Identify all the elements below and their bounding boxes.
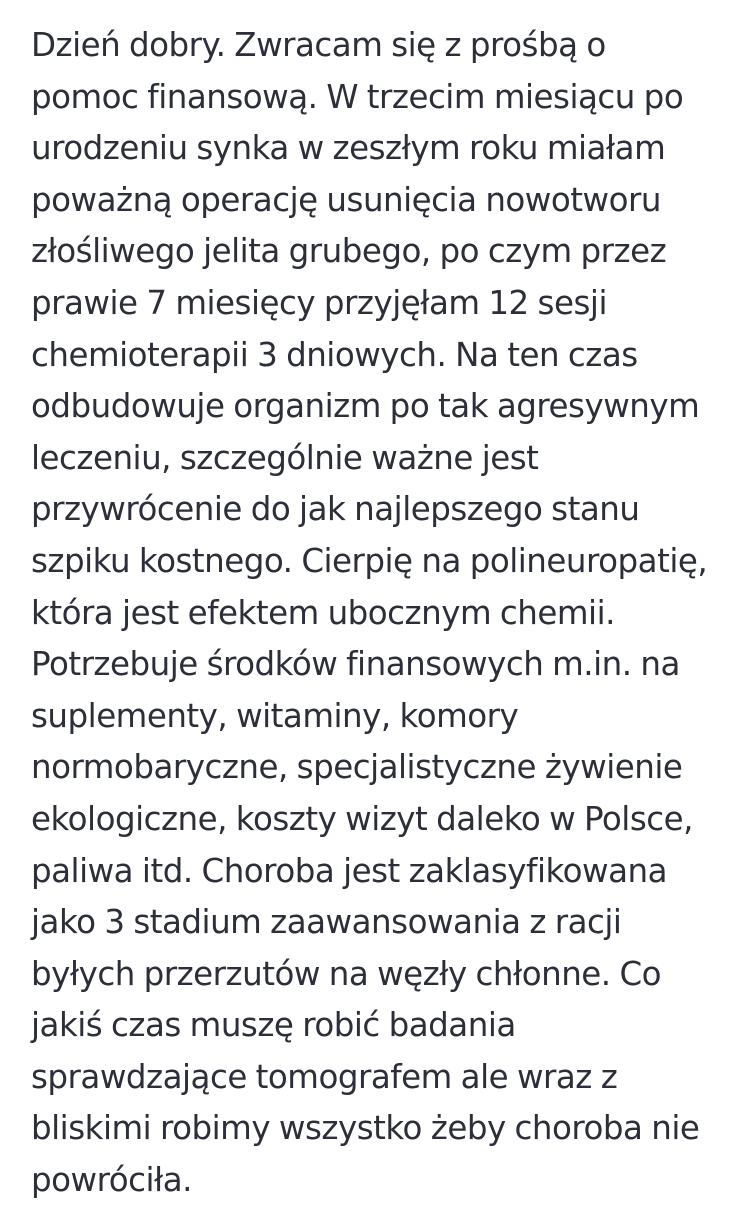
- text-line-1: Dzień dobry. Zwracam się z prośbą o: [31, 26, 606, 64]
- text-line-8: odbudowuje organizm po tak agresywnym: [31, 387, 700, 426]
- text-line-12: która jest efektem ubocznym chemii.: [31, 593, 615, 632]
- text-line-11: szpiku kostnego. Cierpię na polineuropatię,: [31, 541, 708, 580]
- text-line-13: Potrzebuje środków finansowych m.in. na: [31, 645, 680, 684]
- text-line-22: bliskimi robimy wszystko żeby choroba nie: [31, 1109, 700, 1148]
- text-line-15: normobaryczne, specjalistyczne żywienie: [31, 748, 683, 787]
- text-line-3: urodzeniu synka w zeszłym roku miałam: [31, 129, 666, 168]
- text-line-10: przywrócenie do jak najlepszego stanu: [31, 490, 640, 529]
- text-line-5: złośliwego jelita grubego, po czym przez: [31, 232, 667, 271]
- text-line-18: jako 3 stadium zaawansowania z racji: [31, 903, 622, 942]
- text-line-19: byłych przerzutów na węzły chłonne. Co: [31, 954, 662, 993]
- text-line-17: paliwa itd. Choroba jest zaklasyfikowana: [31, 851, 668, 890]
- text-line-21: sprawdzające tomografem ale wraz z: [31, 1057, 618, 1096]
- text-line-6: prawie 7 miesięcy przyjęłam 12 sesji: [31, 283, 607, 322]
- text-line-20: jakiś czas muszę robić badania: [31, 1006, 516, 1045]
- message-body: [31, 20, 731, 1207]
- text-line-9: leczeniu, szczególnie ważne jest: [31, 438, 539, 477]
- text-line-16: ekologiczne, koszty wizyt daleko w Polsce,: [31, 799, 693, 838]
- text-line-2: pomoc finansową. W trzecim miesiącu po: [31, 77, 684, 116]
- text-line-4: poważną operację usunięcia nowotworu: [31, 180, 661, 219]
- text-line-7: chemioterapii 3 dniowych. Na ten czas: [31, 335, 638, 374]
- text-line-14: suplementy, witaminy, komory: [31, 696, 519, 735]
- text-line-23: powróciła.: [31, 1161, 193, 1200]
